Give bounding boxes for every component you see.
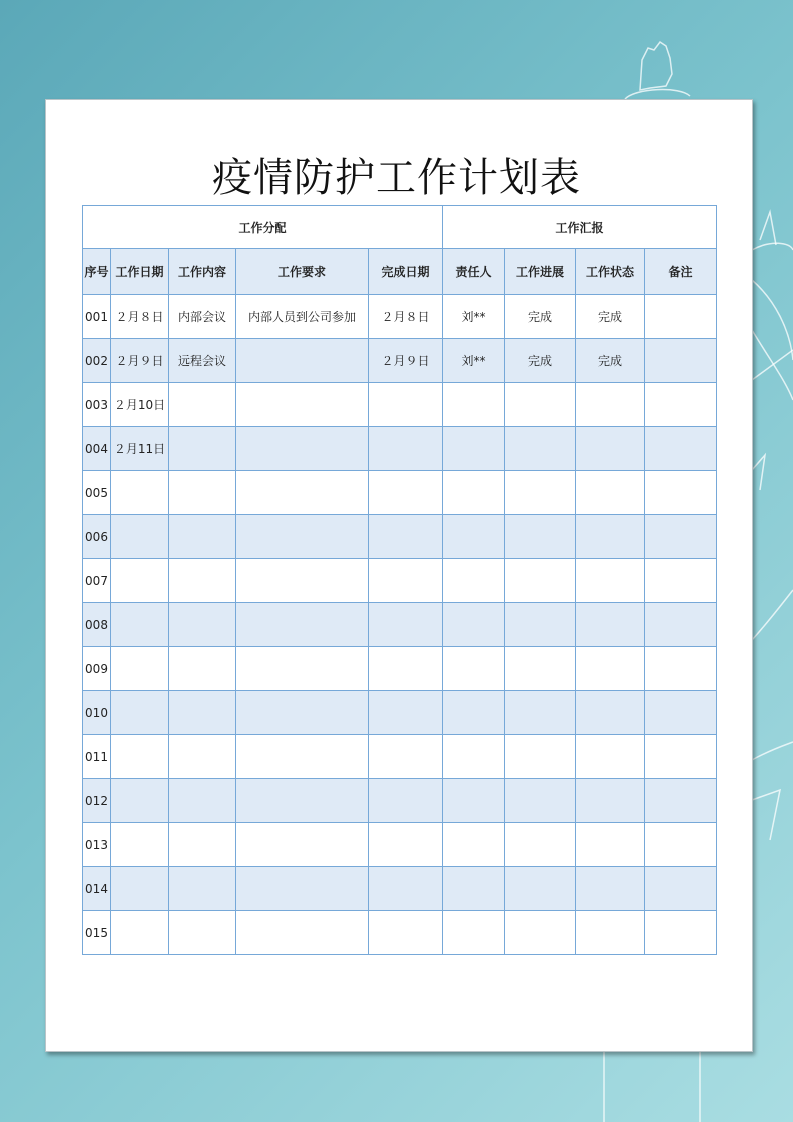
table-row — [83, 911, 717, 955]
row-number-cell: 010 — [83, 691, 111, 735]
table-cell — [236, 603, 369, 647]
table-cell: ２月11日 — [111, 427, 169, 471]
document-title: 疫情防护工作计划表 — [212, 155, 581, 201]
table-cell: 内部会议 — [169, 295, 236, 339]
table-cell — [236, 383, 369, 427]
table-cell — [443, 911, 505, 955]
table-cell — [169, 471, 236, 515]
table-cell: 刘** — [443, 295, 505, 339]
table-cell: ２月９日 — [111, 339, 169, 383]
table-cell — [505, 911, 576, 955]
table-cell — [169, 427, 236, 471]
table-cell — [236, 559, 369, 603]
row-number-cell: 011 — [83, 735, 111, 779]
table-cell — [505, 823, 576, 867]
table-cell — [369, 647, 443, 691]
table-cell — [111, 911, 169, 955]
table-cell — [505, 515, 576, 559]
table-cell — [443, 559, 505, 603]
table-cell — [645, 779, 717, 823]
table-row — [83, 867, 717, 911]
table-cell — [505, 383, 576, 427]
column-header: 工作内容 — [169, 249, 236, 295]
table-cell — [369, 911, 443, 955]
table-cell — [111, 735, 169, 779]
table-row — [83, 383, 717, 427]
table-cell — [576, 823, 645, 867]
table-row — [83, 559, 717, 603]
table-cell — [645, 559, 717, 603]
table-cell — [645, 735, 717, 779]
column-header: 工作要求 — [236, 249, 369, 295]
row-number-cell: 002 — [83, 339, 111, 383]
table-cell — [576, 559, 645, 603]
table-cell — [443, 515, 505, 559]
table-cell — [505, 691, 576, 735]
table-cell — [169, 559, 236, 603]
table-cell — [505, 603, 576, 647]
row-number-cell: 015 — [83, 911, 111, 955]
table-cell — [369, 471, 443, 515]
table-cell — [169, 515, 236, 559]
table-cell — [645, 823, 717, 867]
table-row — [83, 603, 717, 647]
table-cell — [169, 911, 236, 955]
table-cell — [369, 691, 443, 735]
table-cell: 远程会议 — [169, 339, 236, 383]
table-cell — [576, 647, 645, 691]
column-header: 工作状态 — [576, 249, 645, 295]
column-header: 序号 — [83, 249, 111, 295]
table-cell — [236, 867, 369, 911]
row-number-cell: 005 — [83, 471, 111, 515]
table-cell — [443, 471, 505, 515]
table-cell — [236, 339, 369, 383]
table-cell — [369, 515, 443, 559]
table-cell — [169, 383, 236, 427]
table-cell — [111, 603, 169, 647]
table-cell — [505, 647, 576, 691]
row-number-cell: 012 — [83, 779, 111, 823]
table-cell — [236, 427, 369, 471]
row-number-cell: 003 — [83, 383, 111, 427]
table-cell — [236, 471, 369, 515]
table-cell — [369, 867, 443, 911]
table-cell — [236, 691, 369, 735]
table-cell — [443, 647, 505, 691]
table-cell — [111, 647, 169, 691]
table-cell — [111, 691, 169, 735]
row-number-cell: 014 — [83, 867, 111, 911]
table-cell: 刘** — [443, 339, 505, 383]
table-cell — [236, 647, 369, 691]
row-number-cell: 009 — [83, 647, 111, 691]
table-cell: 内部人员到公司参加 — [236, 295, 369, 339]
table-cell: ２月９日 — [369, 339, 443, 383]
table-cell — [369, 603, 443, 647]
table-cell — [505, 867, 576, 911]
table-cell — [443, 691, 505, 735]
table-cell: ２月10日 — [111, 383, 169, 427]
table-cell — [169, 691, 236, 735]
table-row — [83, 515, 717, 559]
table-cell — [236, 823, 369, 867]
table-row — [83, 427, 717, 471]
row-number-cell: 013 — [83, 823, 111, 867]
table-cell — [369, 779, 443, 823]
table-cell — [645, 295, 717, 339]
column-header: 工作日期 — [111, 249, 169, 295]
row-number-cell: 004 — [83, 427, 111, 471]
table-cell: ２月８日 — [111, 295, 169, 339]
table-cell — [443, 427, 505, 471]
table-cell — [576, 867, 645, 911]
table-cell — [576, 735, 645, 779]
table-row — [83, 779, 717, 823]
table-cell — [576, 779, 645, 823]
table-cell — [645, 515, 717, 559]
table-cell — [169, 647, 236, 691]
table-cell — [645, 911, 717, 955]
table-cell — [111, 867, 169, 911]
table-cell — [369, 427, 443, 471]
group-header-assign: 工作分配 — [83, 206, 443, 249]
table-cell — [169, 735, 236, 779]
table-cell — [111, 823, 169, 867]
table-cell — [645, 647, 717, 691]
table-cell: 完成 — [576, 295, 645, 339]
table-cell — [645, 339, 717, 383]
table-cell — [111, 779, 169, 823]
table-cell — [236, 515, 369, 559]
work-plan-table — [82, 205, 717, 955]
table-cell — [369, 559, 443, 603]
table-cell — [645, 471, 717, 515]
table-cell — [443, 383, 505, 427]
table-cell — [236, 779, 369, 823]
column-header: 完成日期 — [369, 249, 443, 295]
table-cell: 完成 — [505, 339, 576, 383]
table-cell — [576, 515, 645, 559]
table-cell — [443, 603, 505, 647]
table-cell — [236, 911, 369, 955]
table-cell — [645, 867, 717, 911]
table-cell — [169, 603, 236, 647]
table-cell — [505, 779, 576, 823]
table-cell — [111, 559, 169, 603]
table-row — [83, 339, 717, 383]
table-cell — [111, 515, 169, 559]
table-cell — [369, 383, 443, 427]
table-cell — [576, 911, 645, 955]
table-cell — [505, 427, 576, 471]
table-row — [83, 823, 717, 867]
table-cell — [576, 427, 645, 471]
table-cell — [576, 603, 645, 647]
table-cell — [236, 735, 369, 779]
table-cell — [505, 559, 576, 603]
table-cell: 完成 — [576, 339, 645, 383]
table-cell — [645, 427, 717, 471]
row-number-cell: 007 — [83, 559, 111, 603]
table-cell: 完成 — [505, 295, 576, 339]
table-row — [83, 471, 717, 515]
table-cell — [169, 867, 236, 911]
table-row — [83, 735, 717, 779]
table-cell — [169, 779, 236, 823]
table-cell — [576, 691, 645, 735]
table-cell — [505, 471, 576, 515]
table-cell — [505, 735, 576, 779]
table-row — [83, 295, 717, 339]
column-header: 责任人 — [443, 249, 505, 295]
row-number-cell: 001 — [83, 295, 111, 339]
table-row — [83, 691, 717, 735]
column-header: 备注 — [645, 249, 717, 295]
table-cell — [169, 823, 236, 867]
group-header-report: 工作汇报 — [443, 206, 717, 249]
table-cell: ２月８日 — [369, 295, 443, 339]
table-cell — [443, 823, 505, 867]
table-cell — [111, 471, 169, 515]
row-number-cell: 006 — [83, 515, 111, 559]
table-cell — [645, 603, 717, 647]
table-cell — [645, 691, 717, 735]
table-cell — [443, 779, 505, 823]
table-cell — [645, 383, 717, 427]
table-cell — [443, 735, 505, 779]
column-header: 工作进展 — [505, 249, 576, 295]
table-cell — [369, 735, 443, 779]
table-cell — [576, 471, 645, 515]
table-cell — [576, 383, 645, 427]
row-number-cell: 008 — [83, 603, 111, 647]
table-row — [83, 647, 717, 691]
table-cell — [369, 823, 443, 867]
table-cell — [443, 867, 505, 911]
